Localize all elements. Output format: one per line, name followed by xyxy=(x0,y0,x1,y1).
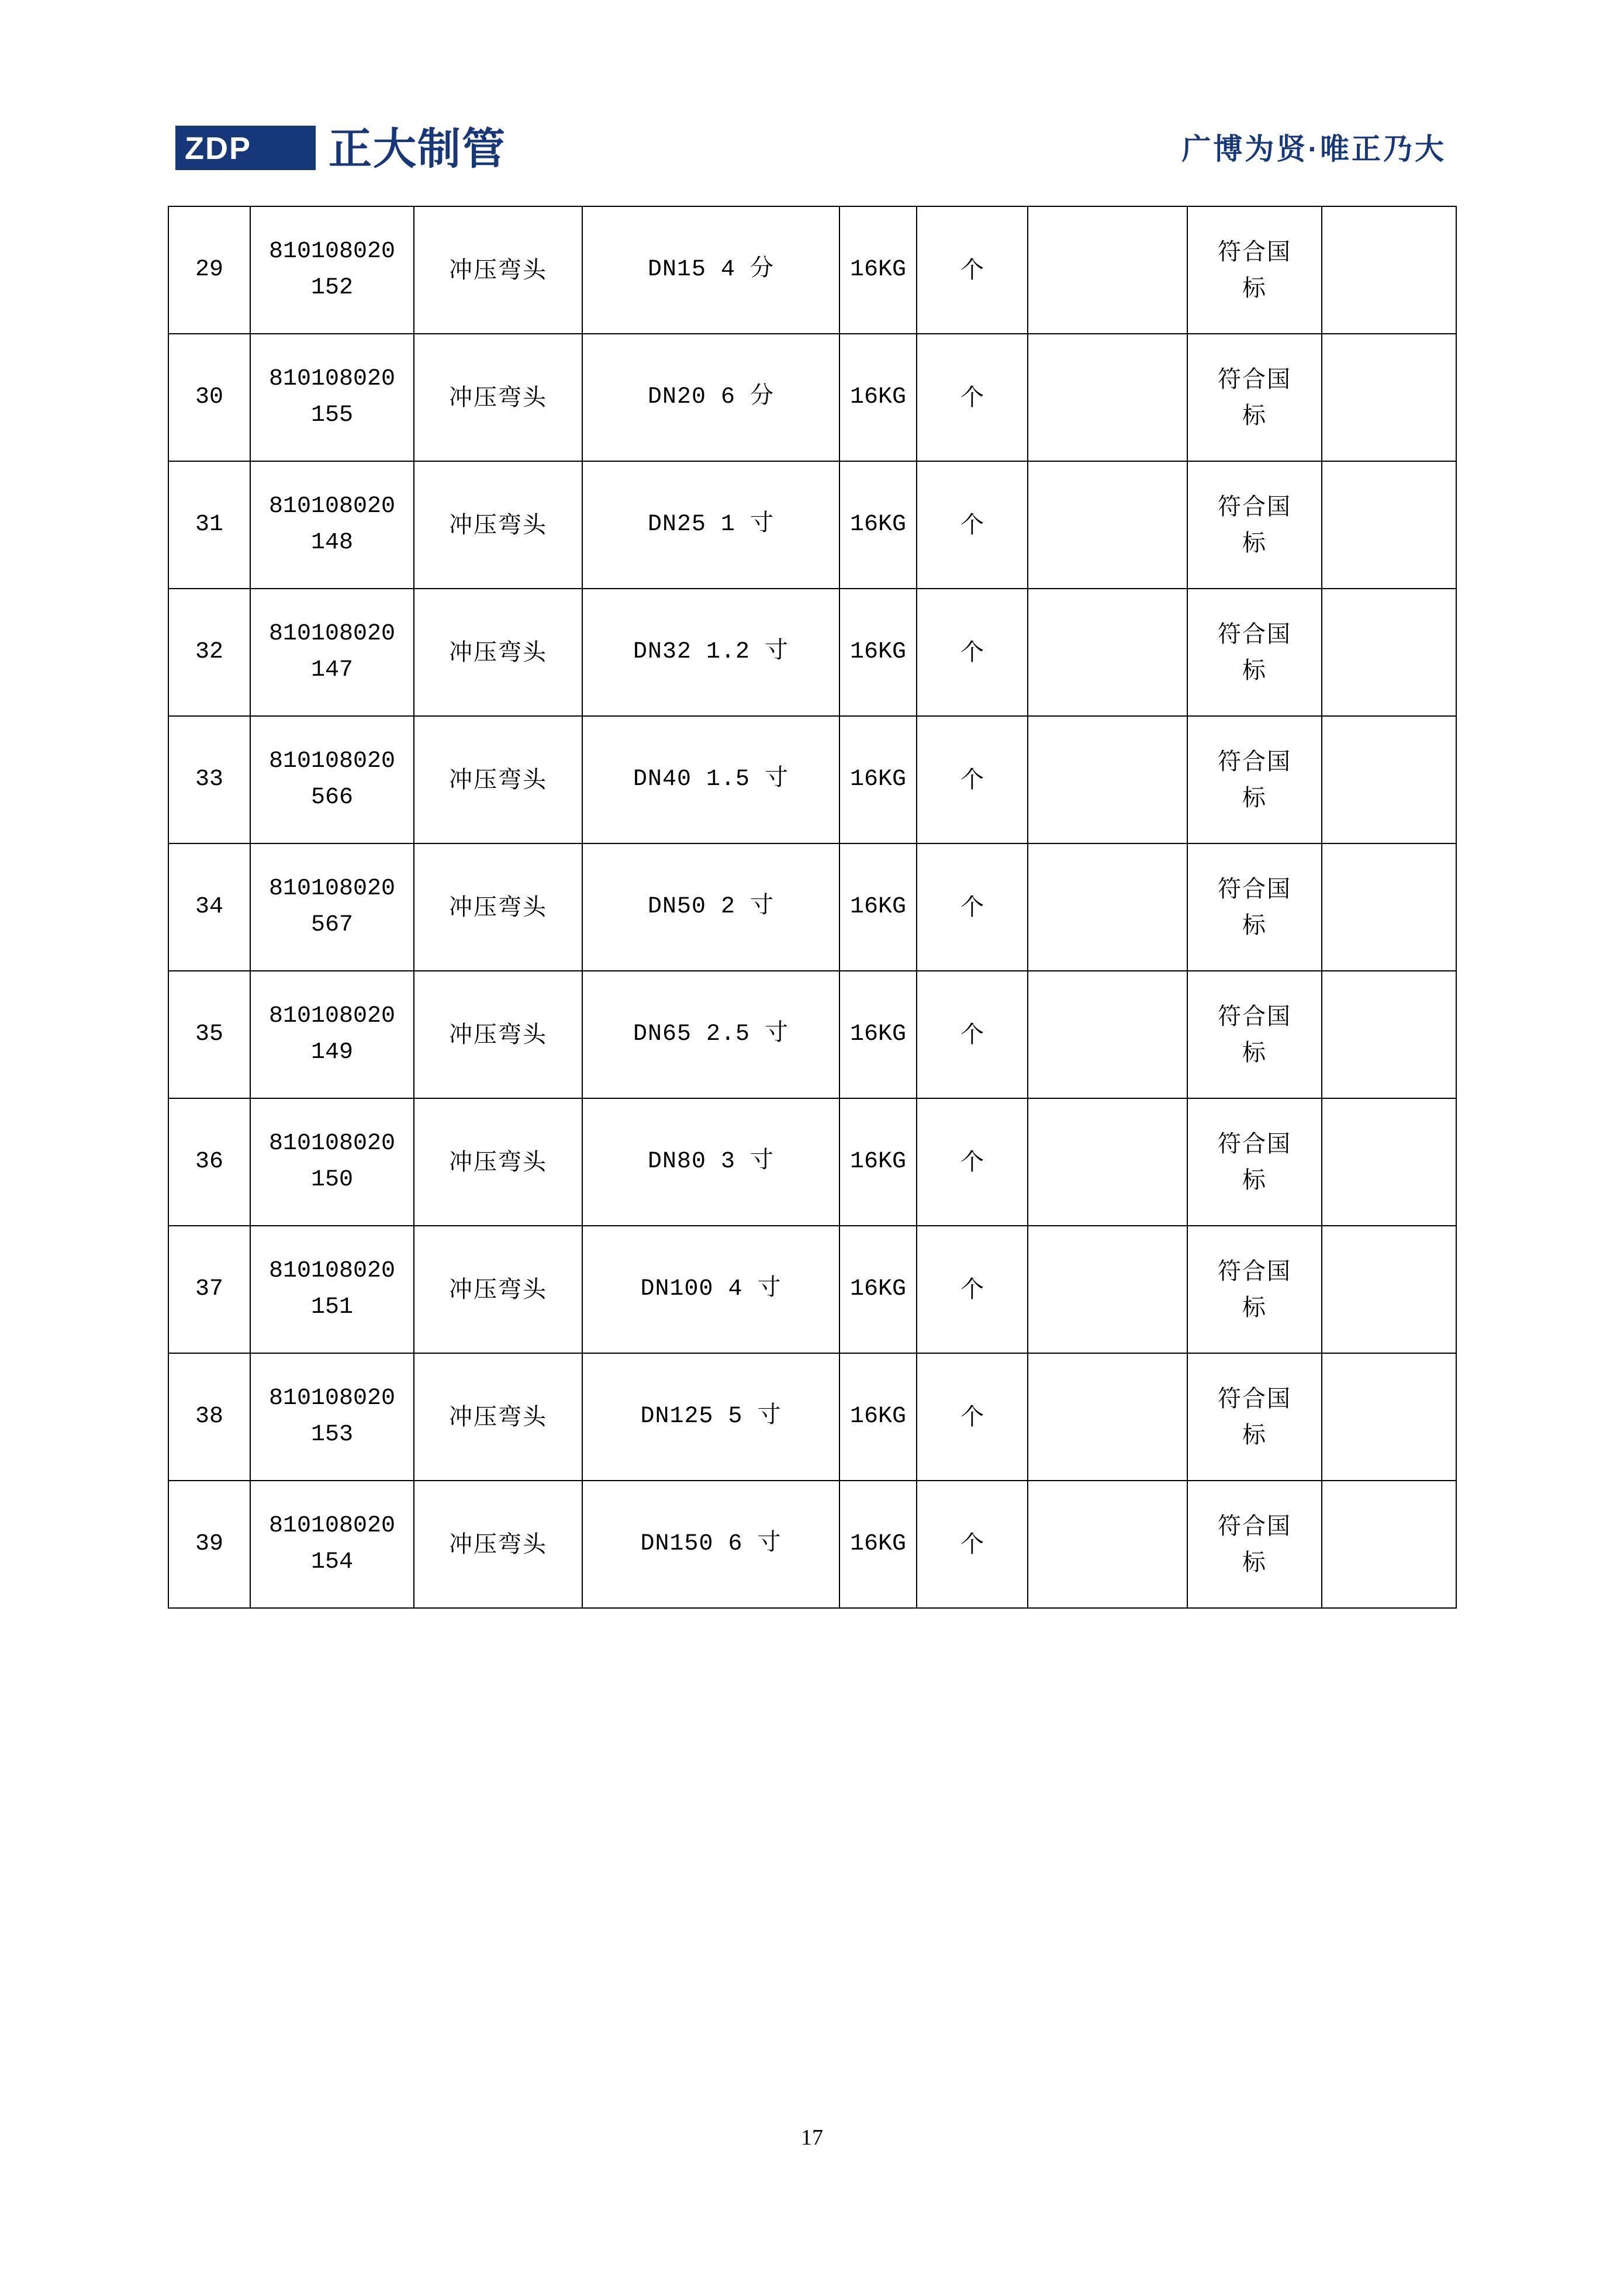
cell-spec: DN125 5 寸 xyxy=(582,1353,839,1481)
code-line-1: 810108020 xyxy=(268,493,396,520)
cell-pressure: 16KG xyxy=(839,334,917,461)
cell-code xyxy=(250,1353,414,1481)
cell-product-name: 冲压弯头 xyxy=(414,971,582,1098)
code-line-2: 567 xyxy=(310,912,353,938)
standard-line-2: 标 xyxy=(1242,1039,1267,1066)
cell-index: 31 xyxy=(168,461,250,589)
table-row xyxy=(168,206,1456,334)
cell-pressure: 16KG xyxy=(839,1481,917,1608)
code-line-2: 566 xyxy=(310,784,353,811)
code-line-1: 810108020 xyxy=(268,1130,396,1157)
cell-code xyxy=(250,461,414,589)
cell-quantity xyxy=(1028,1098,1187,1226)
standard-line-2: 标 xyxy=(1242,1294,1267,1320)
cell-quantity xyxy=(1028,843,1187,971)
cell-product-name: 冲压弯头 xyxy=(414,334,582,461)
cell-product-name: 冲压弯头 xyxy=(414,589,582,716)
cell-quantity xyxy=(1028,716,1187,843)
cell-index: 34 xyxy=(168,843,250,971)
standard-line-2: 标 xyxy=(1242,402,1267,428)
code-line-1: 810108020 xyxy=(268,1513,396,1539)
cell-pressure: 16KG xyxy=(839,971,917,1098)
standard-line-2: 标 xyxy=(1242,1549,1267,1575)
code-line-1: 810108020 xyxy=(268,1003,396,1029)
code-line-1: 810108020 xyxy=(268,1258,396,1284)
table-row xyxy=(168,1226,1456,1353)
table-row xyxy=(168,843,1456,971)
cell-standard xyxy=(1187,1353,1322,1481)
standard-line-1: 符合国 xyxy=(1218,876,1291,902)
cell-spec: DN25 1 寸 xyxy=(582,461,839,589)
cell-index: 36 xyxy=(168,1098,250,1226)
cell-quantity xyxy=(1028,1353,1187,1481)
cell-index: 30 xyxy=(168,334,250,461)
cell-unit: 个 xyxy=(917,461,1028,589)
standard-line-1: 符合国 xyxy=(1218,621,1291,647)
standard-line-1: 符合国 xyxy=(1218,1130,1291,1157)
standard-line-1: 符合国 xyxy=(1218,1003,1291,1029)
page-footer xyxy=(0,2125,1624,2150)
cell-spec: DN40 1.5 寸 xyxy=(582,716,839,843)
code-line-2: 153 xyxy=(310,1422,353,1448)
standard-line-1: 符合国 xyxy=(1218,1258,1291,1284)
table-row xyxy=(168,716,1456,843)
cell-product-name: 冲压弯头 xyxy=(414,716,582,843)
cell-spec: DN20 6 分 xyxy=(582,334,839,461)
cell-standard xyxy=(1187,589,1322,716)
code-line-2: 152 xyxy=(310,275,353,301)
company-name-zh: 正大制管 xyxy=(329,125,506,173)
table-row xyxy=(168,1481,1456,1608)
page-header xyxy=(175,114,1450,184)
cell-pressure: 16KG xyxy=(839,843,917,971)
cell-standard xyxy=(1187,1226,1322,1353)
cell-standard xyxy=(1187,1098,1322,1226)
cell-code xyxy=(250,843,414,971)
cell-quantity xyxy=(1028,1226,1187,1353)
cell-index: 33 xyxy=(168,716,250,843)
cell-code xyxy=(250,1481,414,1608)
company-logo xyxy=(175,126,506,173)
cell-unit: 个 xyxy=(917,1481,1028,1608)
cell-index: 29 xyxy=(168,206,250,334)
code-line-2: 149 xyxy=(310,1039,353,1066)
cell-quantity xyxy=(1028,461,1187,589)
cell-pressure: 16KG xyxy=(839,716,917,843)
cell-spec: DN80 3 寸 xyxy=(582,1098,839,1226)
cell-index: 39 xyxy=(168,1481,250,1608)
cell-product-name: 冲压弯头 xyxy=(414,1353,582,1481)
standard-line-2: 标 xyxy=(1242,1167,1267,1193)
cell-note xyxy=(1322,843,1456,971)
cell-pressure: 16KG xyxy=(839,461,917,589)
code-line-1: 810108020 xyxy=(268,366,396,392)
cell-code xyxy=(250,971,414,1098)
code-line-2: 148 xyxy=(310,530,353,556)
cell-note xyxy=(1322,589,1456,716)
cell-code xyxy=(250,206,414,334)
table-row xyxy=(168,334,1456,461)
cell-product-name: 冲压弯头 xyxy=(414,1098,582,1226)
cell-spec: DN15 4 分 xyxy=(582,206,839,334)
code-line-1: 810108020 xyxy=(268,1385,396,1412)
cell-code xyxy=(250,716,414,843)
cell-pressure: 16KG xyxy=(839,1098,917,1226)
cell-pressure: 16KG xyxy=(839,1353,917,1481)
cell-product-name: 冲压弯头 xyxy=(414,1226,582,1353)
code-line-2: 154 xyxy=(310,1549,353,1575)
standard-line-1: 符合国 xyxy=(1218,238,1291,265)
standard-line-1: 符合国 xyxy=(1218,1513,1291,1539)
table-row xyxy=(168,589,1456,716)
items-table-wrapper xyxy=(168,206,1456,1609)
svg-text:ZDP: ZDP xyxy=(185,130,251,166)
standard-line-1: 符合国 xyxy=(1218,493,1291,520)
cell-note xyxy=(1322,971,1456,1098)
cell-spec: DN65 2.5 寸 xyxy=(582,971,839,1098)
page-number: 17 xyxy=(801,2125,823,2150)
code-line-2: 147 xyxy=(310,657,353,683)
cell-standard xyxy=(1187,971,1322,1098)
items-table xyxy=(168,206,1457,1609)
cell-product-name: 冲压弯头 xyxy=(414,206,582,334)
cell-standard xyxy=(1187,716,1322,843)
cell-unit: 个 xyxy=(917,334,1028,461)
code-line-1: 810108020 xyxy=(268,876,396,902)
cell-pressure: 16KG xyxy=(839,589,917,716)
cell-product-name: 冲压弯头 xyxy=(414,843,582,971)
standard-line-2: 标 xyxy=(1242,530,1267,556)
cell-unit: 个 xyxy=(917,716,1028,843)
table-row xyxy=(168,1098,1456,1226)
cell-unit: 个 xyxy=(917,206,1028,334)
code-line-1: 810108020 xyxy=(268,621,396,647)
cell-code xyxy=(250,1098,414,1226)
cell-quantity xyxy=(1028,334,1187,461)
standard-line-2: 标 xyxy=(1242,1422,1267,1448)
cell-note xyxy=(1322,716,1456,843)
cell-note xyxy=(1322,334,1456,461)
cell-index: 38 xyxy=(168,1353,250,1481)
code-line-2: 155 xyxy=(310,402,353,428)
cell-standard xyxy=(1187,843,1322,971)
cell-quantity xyxy=(1028,1481,1187,1608)
standard-line-2: 标 xyxy=(1242,784,1267,811)
cell-note xyxy=(1322,1098,1456,1226)
cell-note xyxy=(1322,461,1456,589)
table-row xyxy=(168,971,1456,1098)
cell-product-name: 冲压弯头 xyxy=(414,461,582,589)
cell-pressure: 16KG xyxy=(839,206,917,334)
cell-quantity xyxy=(1028,971,1187,1098)
standard-line-1: 符合国 xyxy=(1218,366,1291,392)
cell-standard xyxy=(1187,461,1322,589)
standard-line-2: 标 xyxy=(1242,275,1267,301)
cell-note xyxy=(1322,206,1456,334)
cell-index: 37 xyxy=(168,1226,250,1353)
code-line-2: 150 xyxy=(310,1167,353,1193)
company-slogan: 广博为贤·唯正乃大 xyxy=(1181,133,1446,165)
cell-unit: 个 xyxy=(917,1098,1028,1226)
standard-line-1: 符合国 xyxy=(1218,1385,1291,1412)
cell-spec: DN32 1.2 寸 xyxy=(582,589,839,716)
cell-spec: DN50 2 寸 xyxy=(582,843,839,971)
cell-code xyxy=(250,589,414,716)
cell-unit: 个 xyxy=(917,1226,1028,1353)
cell-pressure: 16KG xyxy=(839,1226,917,1353)
cell-index: 32 xyxy=(168,589,250,716)
cell-quantity xyxy=(1028,589,1187,716)
cell-product-name: 冲压弯头 xyxy=(414,1481,582,1608)
table-row xyxy=(168,461,1456,589)
cell-code xyxy=(250,334,414,461)
code-line-2: 151 xyxy=(310,1294,353,1320)
cell-standard xyxy=(1187,334,1322,461)
cell-spec: DN100 4 寸 xyxy=(582,1226,839,1353)
cell-note xyxy=(1322,1353,1456,1481)
cell-note xyxy=(1322,1226,1456,1353)
cell-unit: 个 xyxy=(917,843,1028,971)
table-row xyxy=(168,1353,1456,1481)
standard-line-2: 标 xyxy=(1242,657,1267,683)
standard-line-1: 符合国 xyxy=(1218,748,1291,774)
cell-standard xyxy=(1187,1481,1322,1608)
cell-note xyxy=(1322,1481,1456,1608)
zdp-logo-icon xyxy=(175,126,316,173)
code-line-1: 810108020 xyxy=(268,748,396,774)
cell-unit: 个 xyxy=(917,971,1028,1098)
cell-code xyxy=(250,1226,414,1353)
standard-line-2: 标 xyxy=(1242,912,1267,938)
cell-quantity xyxy=(1028,206,1187,334)
cell-standard xyxy=(1187,206,1322,334)
cell-unit: 个 xyxy=(917,1353,1028,1481)
code-line-1: 810108020 xyxy=(268,238,396,265)
cell-unit: 个 xyxy=(917,589,1028,716)
cell-spec: DN150 6 寸 xyxy=(582,1481,839,1608)
cell-index: 35 xyxy=(168,971,250,1098)
